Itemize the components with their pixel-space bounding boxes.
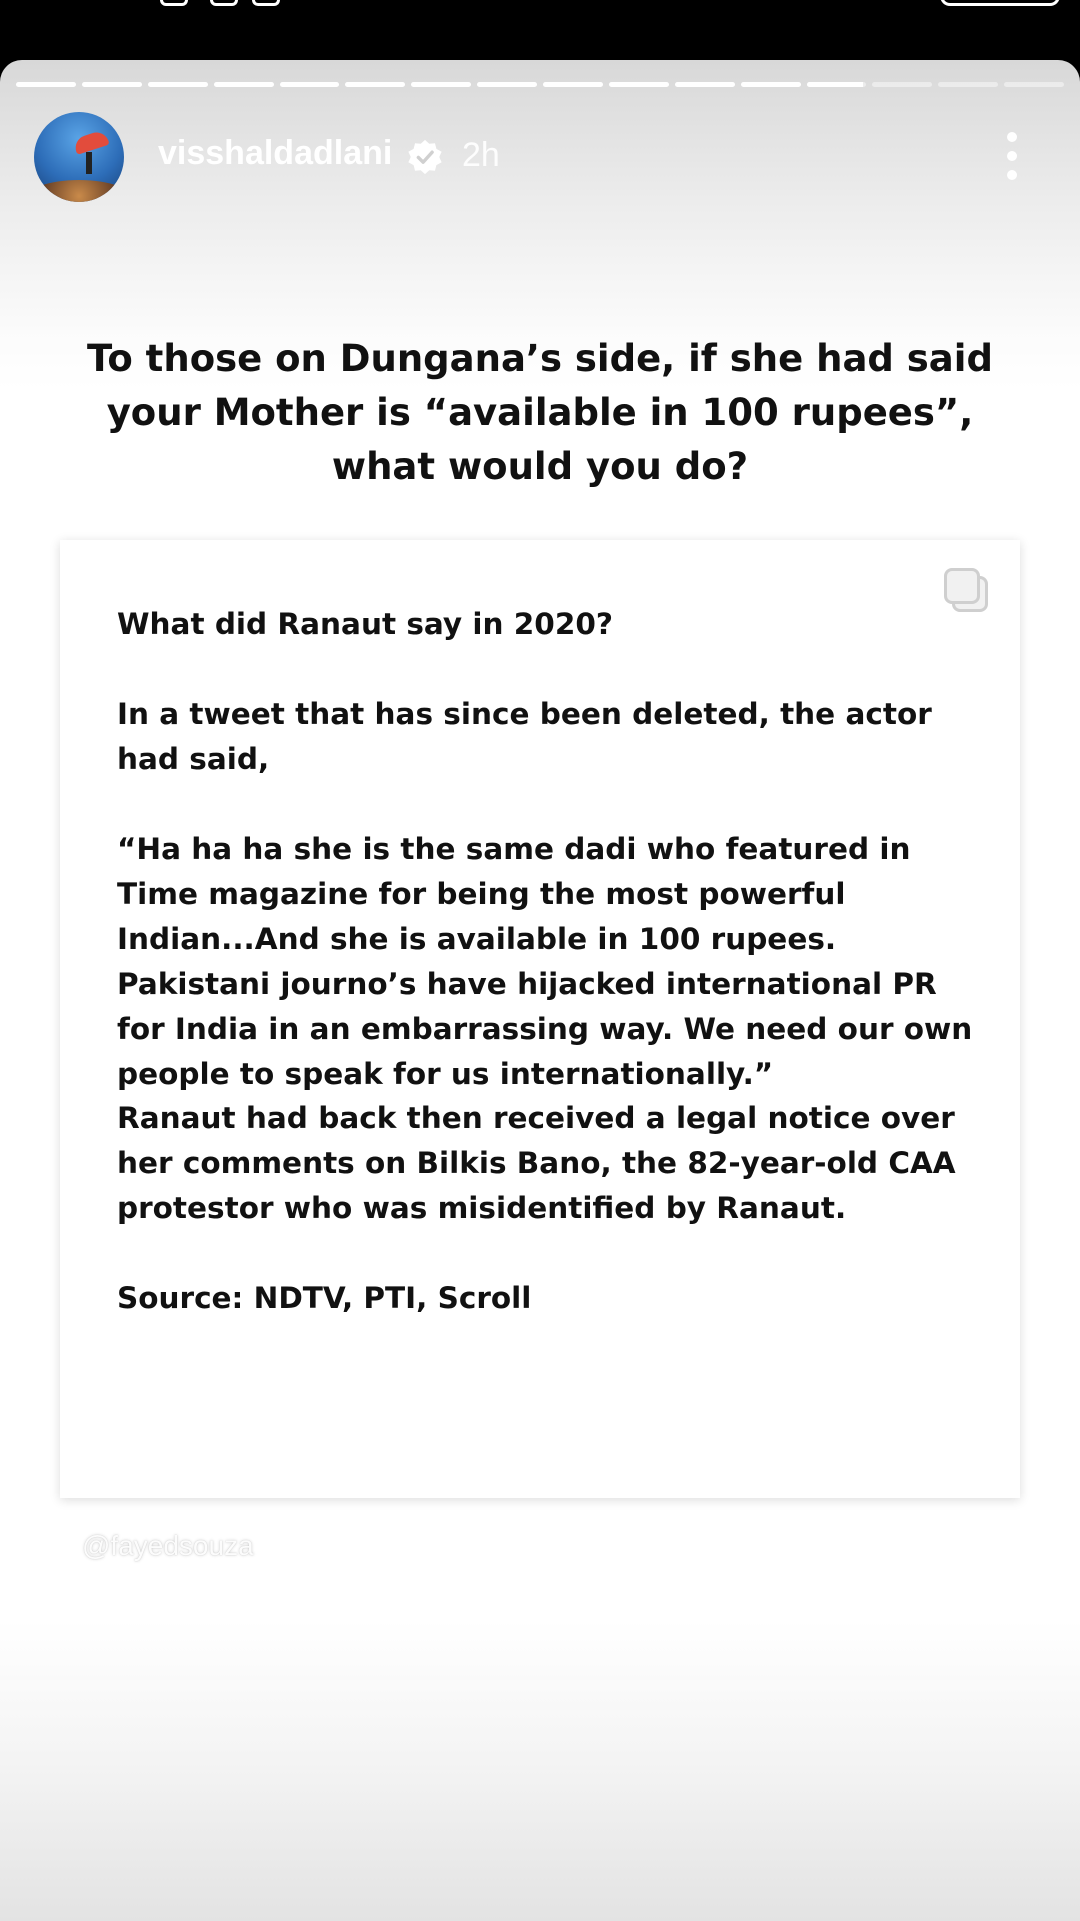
more-vertical-icon[interactable] xyxy=(1000,128,1024,184)
notification-icon xyxy=(252,0,280,6)
story-progress-bar xyxy=(16,82,1064,87)
story-headline: To those on Dungana’s side, if she had said your Mother is “available in 100 rupees”, what would you do? xyxy=(87,337,993,488)
username[interactable]: visshaldadlani xyxy=(158,134,393,172)
story-progress-segment xyxy=(543,82,603,87)
story-progress-segment xyxy=(280,82,340,87)
story-progress-segment xyxy=(16,82,76,87)
story-progress-segment xyxy=(807,82,867,87)
avatar[interactable] xyxy=(34,112,124,202)
story-progress-segment xyxy=(82,82,142,87)
card-paragraph: Ranaut had back then received a legal notice over her comments on Bilkis Bano, the 82-year-old CAA protestor who was misidentified by Ranaut. xyxy=(117,1101,956,1225)
story-progress-segment xyxy=(214,82,274,87)
story-header xyxy=(0,110,1080,206)
quoted-post-card[interactable] xyxy=(60,540,1020,1498)
card-paragraph-quote: “Ha ha ha she is the same dadi who featured in Time magazine for being the most powerful Indian...And she is available in 100 rupees. Pakistani journo’s have hijacked international PR for India in an embarrassing way. We need our own people to speak for us internationally.” xyxy=(117,832,973,1091)
card-source: Source: NDTV, PTI, Scroll xyxy=(117,1281,532,1315)
story-progress-segment xyxy=(345,82,405,87)
story-progress-segment xyxy=(148,82,208,87)
story-progress-segment xyxy=(477,82,537,87)
notification-icon xyxy=(160,0,188,6)
card-paragraph: In a tweet that has since been deleted, the actor had said, xyxy=(117,697,932,776)
card-paragraph-heading: What did Ranaut say in 2020? xyxy=(117,607,613,641)
status-bar xyxy=(0,0,1080,60)
watermark-handle: @fayedsouza xyxy=(82,1530,254,1561)
story-progress-segment xyxy=(411,82,471,87)
post-time: 2h xyxy=(462,136,500,174)
story-progress-segment xyxy=(741,82,801,87)
notification-icon xyxy=(210,0,238,6)
story-progress-segment xyxy=(1004,82,1064,87)
battery-icon xyxy=(940,0,1060,6)
story-progress-segment xyxy=(675,82,735,87)
story-progress-segment xyxy=(609,82,669,87)
story-progress-segment xyxy=(938,82,998,87)
verified-badge-icon xyxy=(406,138,444,176)
story-viewer[interactable] xyxy=(0,60,1080,1921)
story-progress-segment xyxy=(872,82,932,87)
